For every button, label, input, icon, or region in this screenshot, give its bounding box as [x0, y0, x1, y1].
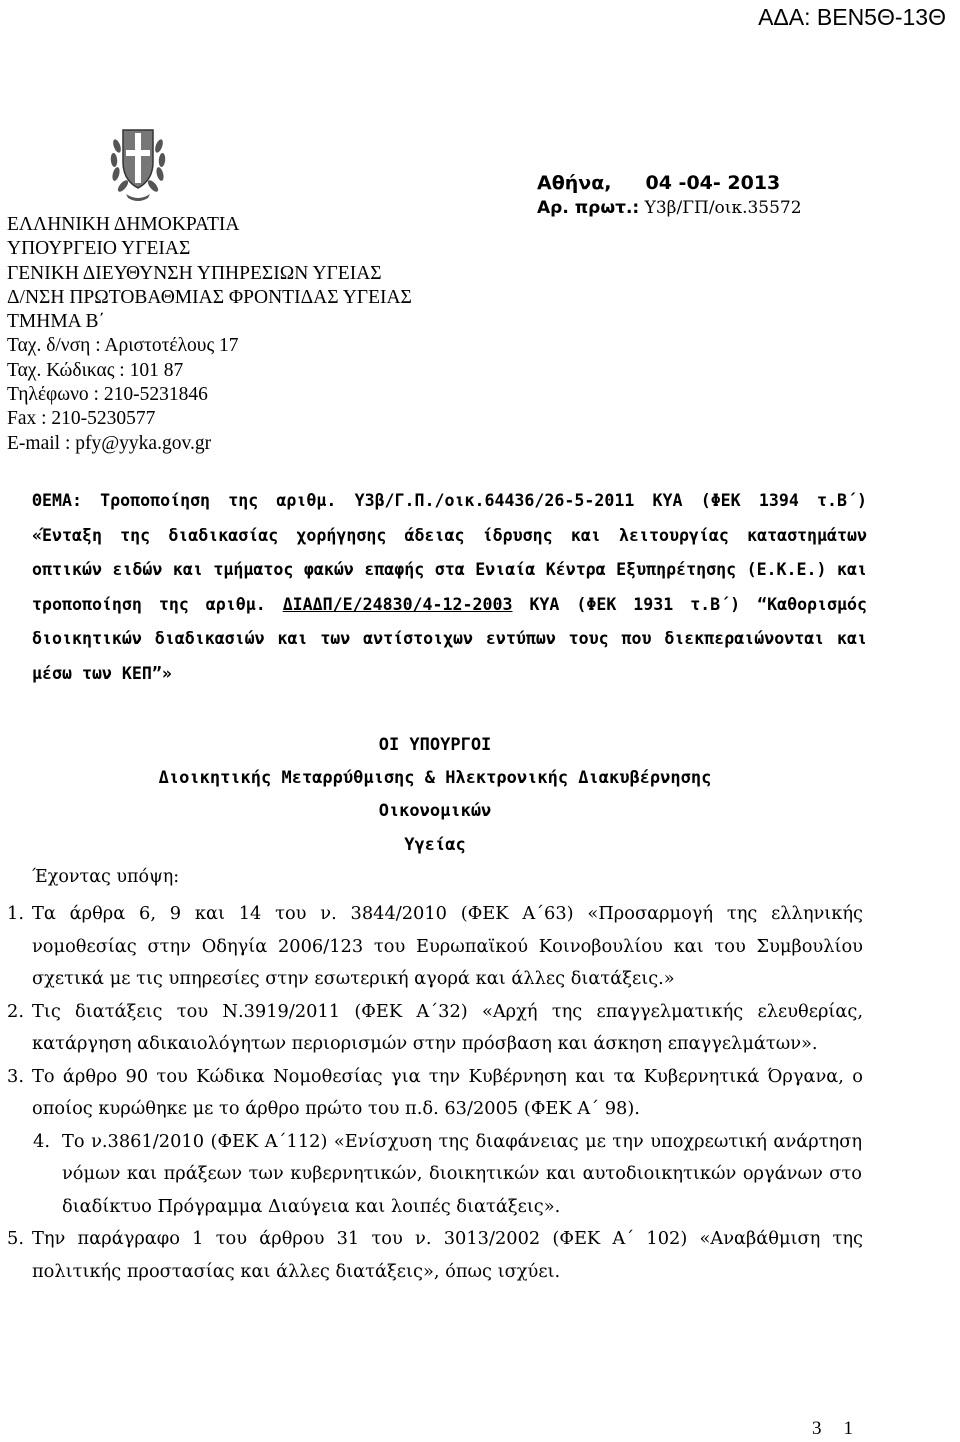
place-date	[537, 172, 780, 194]
considering-label: Έχοντας υπόψη:	[32, 867, 180, 887]
sender-email: E-mail : pfy@yyka.gov.gr	[7, 432, 212, 454]
list-item	[0, 1126, 960, 1224]
protocol-number: Υ3β/ΓΠ/οικ.35572	[644, 198, 802, 218]
sender-line: Ταχ. δ/νση : Αριστοτέλους 17	[7, 335, 239, 357]
item-number: 4.	[33, 1130, 50, 1152]
item-text: Τις διατάξεις του Ν.3919/2011 (ΦΕΚ Α΄32) «Αρχή της επαγγελματικής ελευθερίας, κατάργηση αδικαιολόγητων περιορισμών στην πρόσβαση και άσκηση επαγγελμάτων».	[32, 1000, 863, 1054]
sender-line: Τηλέφωνο : 210-5231846	[7, 384, 208, 406]
list-item	[0, 996, 960, 1061]
ministry-heading: Υγείας	[404, 835, 466, 855]
greek-coat-of-arms-icon	[108, 116, 168, 206]
item-text: Τα άρθρα 6, 9 και 14 του ν. 3844/2010 (ΦΕΚ Α΄63) «Προσαρμογή της ελληνικής νομοθεσίας στην Οδηγία 2006/123 του Ευρωπαϊκού Κοινοβουλίου και του Συμβουλίου σχετικά με τις υπηρεσίες στην εσωτερική αγορά και άλλες διατάξεις.»	[32, 903, 863, 989]
considerations-list	[0, 898, 960, 1288]
sender-line: Ταχ. Κώδικας : 101 87	[7, 359, 184, 381]
item-text: Το ν.3861/2010 (ΦΕΚ Α΄112) «Ενίσχυση της διαφάνειας με την υποχρεωτική ανάρτηση νόμων και πράξεων των κυβερνητικών, διοικητικών και αυτοδιοικητικών οργάνων στο διαδίκτυο Πρόγραμμα Διαύγεια και λοιπές διατάξεις».	[62, 1130, 862, 1217]
item-number: 2.	[7, 1000, 24, 1022]
sender-line: Δ/ΝΣΗ ΠΡΩΤΟΒΑΘΜΙΑΣ ΦΡΟΝΤΙΔΑΣ ΥΓΕΙΑΣ	[7, 286, 412, 308]
sender-line: ΤΜΗΜΑ Β΄	[7, 311, 106, 333]
list-item	[0, 1223, 960, 1288]
date: 04 -04- 2013	[645, 172, 781, 194]
ministers-heading: ΟΙ ΥΠΟΥΡΓΟΙ	[378, 735, 492, 755]
item-number: 1.	[7, 903, 24, 924]
item-text: Την παράγραφο 1 του άρθρου 31 του ν. 3013/2002 (ΦΕΚ Α΄ 102) «Αναβάθμιση της πολιτικής προστασίας και άλλες διατάξεις», όπως ισχύει.	[32, 1228, 863, 1282]
page-total: 1	[843, 1418, 853, 1439]
sender-line: ΕΛΛΗΝΙΚΗ ΔΗΜΟΚΡΑΤΙΑ	[7, 214, 240, 235]
sender-line: ΥΠΟΥΡΓΕΙΟ ΥΓΕΙΑΣ	[7, 238, 191, 260]
place: Αθήνα,	[537, 172, 612, 194]
page-number: 3	[812, 1418, 822, 1439]
list-item	[0, 898, 960, 996]
item-number: 3.	[7, 1065, 24, 1087]
ada-code: ΑΔΑ: ΒΕΝ5Θ-13Θ	[758, 4, 946, 30]
subject-text: ΘΕΜΑ: Τροποποίηση της αριθμ. Υ3β/Γ.Π./οικ.64436/26-5-2011 ΚΥΑ (ΦΕΚ 1394 τ.Β΄) «Ένταξη της διαδικασίας χορήγησης άδειας ίδρυσης και λειτουργίας καταστημάτων οπτικών ειδών και τμήματος φακών επαφής στα Ενιαία Κέντρα Εξυπηρέτησης (Ε.Κ.Ε.) και τροποποίηση της αριθμ.	[32, 491, 867, 614]
sender-block	[7, 213, 412, 456]
sender-line: Fax : 210-5230577	[7, 408, 156, 430]
item-text: Το άρθρο 90 του Κώδικα Νομοθεσίας για την Κυβέρνηση και τα Κυβερνητικά Όργανα, ο οποίος κυρώθηκε με το άρθρο πρώτο του π.δ. 63/2005 (ΦΕΚ Α΄ 98).	[32, 1065, 863, 1119]
protocol-label: Αρ. πρωτ.:	[537, 198, 640, 218]
list-item	[0, 1061, 960, 1126]
subject-block	[32, 484, 867, 691]
sender-line: ΓΕΝΙΚΗ ΔΙΕΥΘΥΝΣΗ ΥΠΗΡΕΣΙΩΝ ΥΓΕΙΑΣ	[7, 262, 382, 284]
page-counter	[812, 1418, 875, 1440]
ministry-heading: Οικονομικών	[378, 801, 492, 821]
subject-text-cont: ΚΥΑ (ΦΕΚ 1931 τ.Β΄) “Καθορισμός διοικητικών διαδικασιών και των αντίστοιχων εντύπων τους που διεκπεραιώνονται και μέσω των ΚΕΠ”»	[32, 594, 867, 683]
ministry-heading: Διοικητικής Μεταρρύθμισης & Ηλεκτρονικής Διακυβέρνησης	[158, 768, 712, 788]
subject-reference: ΔΙΑΔΠ/Ε/24830/4-12-2003	[282, 594, 513, 614]
item-number: 5.	[7, 1228, 24, 1249]
protocol-line	[537, 198, 802, 218]
